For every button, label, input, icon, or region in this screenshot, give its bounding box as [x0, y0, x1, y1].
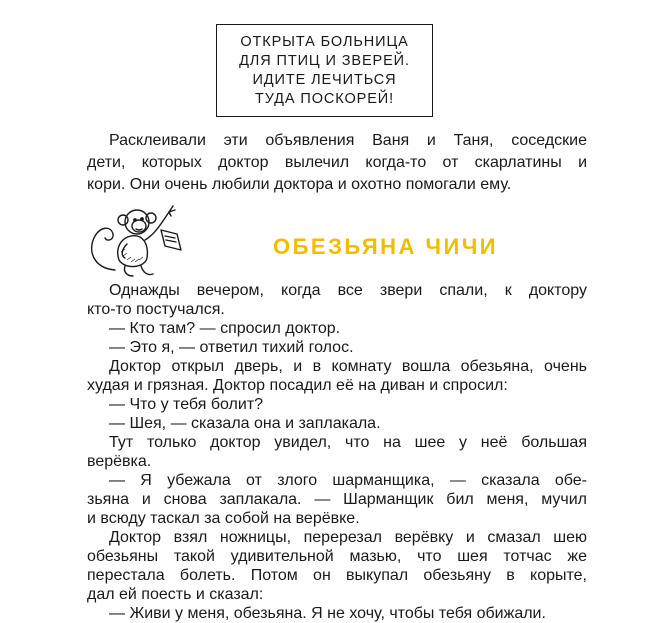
- text-line: — Живи у меня, обезьяна. Я не хочу, чтобы тебя обижали.: [109, 605, 546, 622]
- intro-paragraph: [87, 130, 587, 196]
- text-line: Расклеивали эти объявления Ваня и Таня, соседские: [109, 132, 587, 149]
- notice-line: ИДИТЕ ЛЕЧИТЬСЯ: [252, 71, 397, 88]
- text-line: Доктор открыл дверь, и в комнату вошла обезьяна, очень: [109, 358, 587, 375]
- text-line: кори. Они очень любили доктора и охотно помогали ему.: [87, 176, 512, 193]
- text-line: зьяна и снова заплакала. — Шарманщик бил меня, мучил: [87, 491, 587, 508]
- text-line: — Это я, — ответил тихий голос.: [109, 339, 354, 356]
- text-line: кто-то постучался.: [87, 301, 225, 318]
- text-line: Тут только доктор увидел, что на шее у неё большая: [109, 434, 587, 451]
- hospital-notice-box: [216, 24, 433, 117]
- text-line: Доктор взял ножницы, перерезал верёвку и смазал шею: [109, 529, 587, 546]
- text-line: худая и грязная. Доктор посадил её на диван и спросил:: [87, 377, 508, 394]
- text-line: дал ей поесть и сказал:: [87, 586, 264, 603]
- monkey-illustration: [85, 200, 195, 280]
- text-line: перестала болеть. Потом он выкупал обезьяну в корыте,: [87, 567, 587, 584]
- text-line: верёвка.: [87, 453, 152, 470]
- text-line: — Шея, — сказала она и заплакала.: [109, 415, 381, 432]
- text-line: обезьяны такой удивительной мазью, что шея тотчас же: [87, 548, 587, 565]
- text-line: Однажды вечером, когда все звери спали, к доктору: [109, 282, 587, 299]
- text-line: дети, которых доктор вылечил когда-то от скарлатины и: [87, 154, 587, 171]
- text-line: — Что у тебя болит?: [109, 396, 264, 413]
- text-line: — Я убежала от злого шарманщика, — сказала обе-: [109, 472, 587, 489]
- story-text: [87, 281, 587, 623]
- text-line: и всюду таскал за собой на верёвке.: [87, 510, 360, 527]
- notice-line: ТУДА ПОСКОРЕЙ!: [254, 90, 395, 107]
- notice-line: ДЛЯ ПТИЦ И ЗВЕРЕЙ.: [239, 52, 410, 69]
- text-line: — Кто там? — спросил доктор.: [109, 320, 341, 337]
- chapter-title: ОБЕЗЬЯНА ЧИЧИ: [273, 234, 499, 259]
- notice-line: ОТКРЫТА БОЛЬНИЦА: [240, 33, 409, 50]
